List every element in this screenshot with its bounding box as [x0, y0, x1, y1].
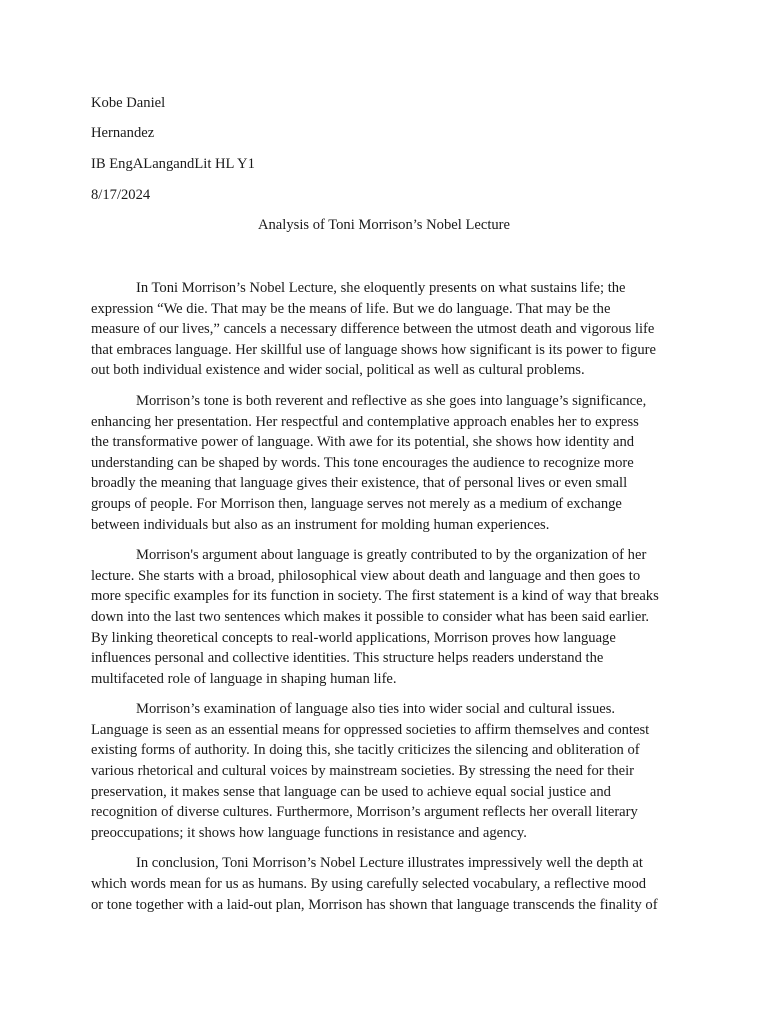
paragraph-line: measure of our lives,” cancels a necessary difference between the utmost death and vigorous life	[91, 321, 655, 338]
paragraph-4	[91, 699, 677, 843]
paragraph-line: influences personal and collective identities. This structure helps readers understand the	[91, 650, 604, 667]
course-name: IB EngALangandLit HL Y1	[91, 156, 255, 172]
paragraph-line: Language is seen as an essential means for oppressed societies to affirm themselves and contest	[91, 721, 650, 738]
document-title: Analysis of Toni Morrison’s Nobel Lecture	[257, 217, 511, 233]
paragraph-line: preservation, it makes sense that language can be used to achieve equal social justice and	[91, 783, 611, 800]
author-last-name: Hernandez	[91, 125, 155, 141]
paragraph-line: In conclusion, Toni Morrison’s Nobel Lecture illustrates impressively well the depth at	[136, 855, 643, 872]
document-body	[91, 278, 677, 925]
paragraph-line: down into the last two sentences which makes it possible to consider what has been said earlier.	[91, 608, 650, 625]
paragraph-line: In Toni Morrison’s Nobel Lecture, she eloquently presents on what sustains life; the	[136, 280, 626, 296]
paragraph-line: enhancing her presentation. Her respectful and contemplative approach enables her to express	[91, 413, 639, 430]
paragraph-1	[91, 278, 677, 381]
paragraph-line: groups of people. For Morrison then, language serves not merely as a medium of exchange	[91, 495, 622, 512]
paragraph-line: existing forms of authority. In doing this, she tacitly criticizes the silencing and obliteration of	[91, 742, 640, 759]
author-first-name: Kobe Daniel	[91, 95, 166, 111]
paragraph-line: By linking theoretical concepts to real-world applications, Morrison proves how language	[91, 629, 616, 646]
paragraph-line: the transformative power of language. With awe for its potential, she shows how identity and	[91, 434, 635, 451]
paragraph-2	[91, 391, 677, 535]
paragraph-line: multifaceted role of language in shaping human life.	[91, 670, 397, 687]
paragraph-line: Morrison’s examination of language also ties into wider social and cultural issues.	[136, 701, 616, 718]
paragraph-line: understanding can be shaped by words. This tone encourages the audience to recognize more	[91, 454, 634, 471]
paragraph-line: between individuals but also as an instrument for molding human experiences.	[91, 516, 550, 533]
paragraph-line: recognition of diverse cultures. Furthermore, Morrison’s argument reflects her overall literary	[91, 804, 638, 821]
paragraph-line: lecture. She starts with a broad, philosophical view about death and language and then goes to	[91, 567, 641, 584]
paragraph-line: expression “We die. That may be the means of life. But we do language. That may be the	[91, 300, 611, 317]
document-date: 8/17/2024	[91, 187, 151, 203]
paragraph-line: out both individual existence and wider social, political as well as cultural problems.	[91, 362, 585, 379]
paragraph-3	[91, 545, 677, 689]
paragraph-line: which words mean for us as humans. By using carefully selected vocabulary, a reflective mood	[91, 876, 647, 893]
paragraph-line: various rhetorical and cultural voices by mainstream societies. By stressing the need for their	[91, 763, 635, 780]
paragraph-line: more specific examples for its function in society. The first statement is a kind of way that breaks	[91, 588, 659, 605]
paragraph-line: broadly the meaning that language gives their existence, that of personal lives or even small	[91, 475, 628, 492]
paragraph-line: Morrison's argument about language is greatly contributed to by the organization of her	[136, 547, 647, 564]
paragraph-line: that embraces language. Her skillful use of language shows how significant is its power to figure	[91, 341, 656, 358]
paragraph-line: Morrison’s tone is both reverent and reflective as she goes into language’s significance,	[136, 392, 647, 409]
paragraph-5	[91, 853, 677, 915]
paragraph-line: preoccupations; it shows how language functions in resistance and agency.	[91, 824, 527, 841]
paragraph-line: or tone together with a laid-out plan, Morrison has shown that language transcends the finality of	[91, 896, 658, 913]
